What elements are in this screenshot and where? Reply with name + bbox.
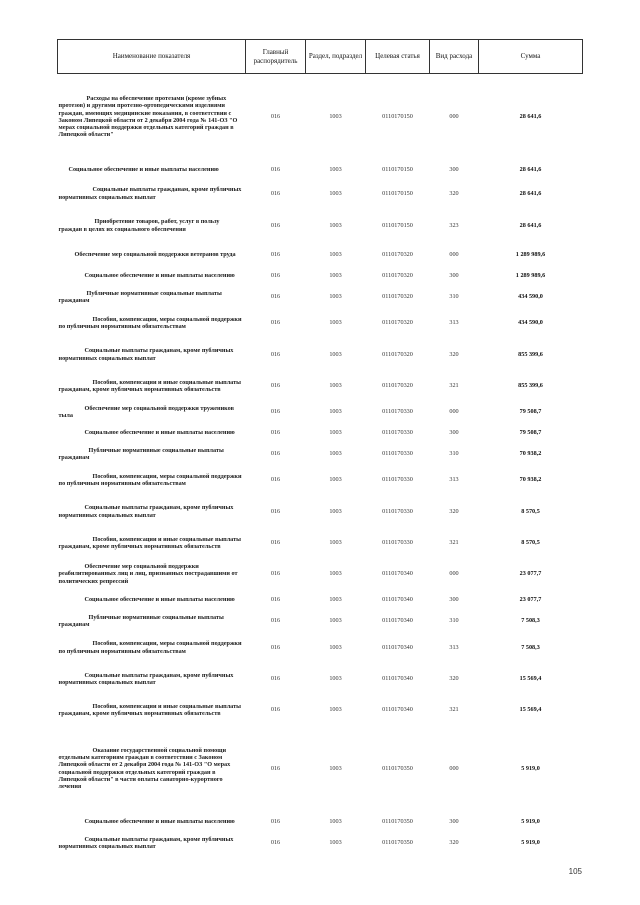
target-article-cell: 0110170340 <box>382 617 413 625</box>
section-cell: 1003 <box>329 429 342 437</box>
chief-manager-cell: 016 <box>270 643 281 651</box>
target-article-cell: 0110170320 <box>382 251 413 259</box>
expense-type-cell: 321 <box>449 382 459 390</box>
table-row <box>58 444 583 465</box>
target-article-cell: 0110170340 <box>382 706 413 714</box>
header-chief-manager: Главный распорядитель <box>246 40 306 74</box>
chief-manager-cell: 016 <box>270 764 281 772</box>
target-article-cell: 0110170150 <box>382 221 413 229</box>
amount-cell: 70 938,2 <box>519 450 542 458</box>
chief-manager-cell: 016 <box>270 251 281 259</box>
indicator-name-cell: Публичные нормативные социальные выплаты гражданам <box>58 613 224 628</box>
target-article-cell: 0110170320 <box>382 272 413 280</box>
section-cell: 1003 <box>329 350 342 358</box>
expense-type-cell: 320 <box>449 507 459 515</box>
expense-type-cell: 310 <box>449 293 459 301</box>
table-row <box>58 371 583 402</box>
chief-manager-cell: 016 <box>270 539 281 547</box>
expense-type-cell: 313 <box>449 476 459 484</box>
target-article-cell: 0110170340 <box>382 570 413 578</box>
amount-cell: 855 399,6 <box>518 382 543 390</box>
chief-manager-cell: 016 <box>270 189 281 197</box>
chief-manager-cell: 016 <box>270 675 281 683</box>
indicator-name-cell: Социальные выплаты гражданам, кроме публичных нормативных социальных выплат <box>58 835 234 850</box>
amount-cell: 28 641,6 <box>519 221 542 229</box>
indicator-name-cell: Публичные нормативные социальные выплаты гражданам <box>58 289 222 304</box>
section-cell: 1003 <box>329 570 342 578</box>
table-row <box>58 181 583 207</box>
amount-cell: 8 570,5 <box>521 539 540 547</box>
chief-manager-cell: 016 <box>270 706 281 714</box>
indicator-name-cell: Социальное обеспечение и иные выплаты населению <box>84 429 235 437</box>
indicator-name-cell: Обеспечение мер социальной поддержки ветеранов труда <box>74 251 236 259</box>
table-row <box>58 812 583 833</box>
table-row <box>58 74 583 160</box>
table-row <box>58 726 583 812</box>
section-cell: 1003 <box>329 319 342 327</box>
target-article-cell: 0110170330 <box>382 450 413 458</box>
table-row <box>58 664 583 695</box>
amount-cell: 28 641,6 <box>519 166 542 174</box>
target-article-cell: 0110170340 <box>382 596 413 604</box>
amount-cell: 5 919,0 <box>521 764 540 772</box>
indicator-name-cell: Обеспечение мер социальной поддержки реабилитированных лиц и лиц, признанных пострадавшими от политических репрессий <box>58 563 238 585</box>
expense-type-cell: 320 <box>449 839 459 847</box>
table-body <box>58 74 583 854</box>
chief-manager-cell: 016 <box>270 350 281 358</box>
indicator-name-cell: Социальные выплаты гражданам, кроме публичных нормативных социальных выплат <box>58 186 242 201</box>
section-cell: 1003 <box>329 596 342 604</box>
header-section: Раздел, подраздел <box>306 40 366 74</box>
chief-manager-cell: 016 <box>270 272 281 280</box>
table-row <box>58 528 583 559</box>
table-row <box>58 632 583 664</box>
indicator-name-cell: Социальные выплаты гражданам, кроме публичных нормативных социальных выплат <box>58 504 234 519</box>
chief-manager-cell: 016 <box>270 839 281 847</box>
table-header-row <box>58 40 583 74</box>
section-cell: 1003 <box>329 539 342 547</box>
expense-type-cell: 323 <box>449 221 459 229</box>
expense-type-cell: 313 <box>449 319 459 327</box>
expense-type-cell: 000 <box>449 570 459 578</box>
indicator-name-cell: Социальные выплаты гражданам, кроме публичных нормативных социальных выплат <box>58 347 234 362</box>
indicator-name-cell: Пособия, компенсации, меры социальной поддержки по публичным нормативным обязательствам <box>58 315 242 330</box>
section-cell: 1003 <box>329 450 342 458</box>
chief-manager-cell: 016 <box>270 450 281 458</box>
expense-type-cell: 321 <box>449 706 459 714</box>
table-row <box>58 423 583 444</box>
expense-type-cell: 000 <box>449 113 459 121</box>
header-amount: Сумма <box>479 40 583 74</box>
expense-type-cell: 310 <box>449 450 459 458</box>
amount-cell: 434 590,0 <box>518 293 543 301</box>
amount-cell: 15 569,4 <box>519 706 542 714</box>
table-row <box>58 160 583 181</box>
section-cell: 1003 <box>329 617 342 625</box>
amount-cell: 79 508,7 <box>519 408 542 416</box>
expense-type-cell: 300 <box>449 429 459 437</box>
amount-cell: 28 641,6 <box>519 189 542 197</box>
table-row <box>58 402 583 423</box>
chief-manager-cell: 016 <box>270 476 281 484</box>
target-article-cell: 0110170150 <box>382 113 413 121</box>
amount-cell: 7 508,3 <box>521 617 540 625</box>
expense-type-cell: 321 <box>449 539 459 547</box>
chief-manager-cell: 016 <box>270 166 281 174</box>
section-cell: 1003 <box>329 706 342 714</box>
expense-type-cell: 320 <box>449 675 459 683</box>
table-row <box>58 695 583 726</box>
section-cell: 1003 <box>329 675 342 683</box>
section-cell: 1003 <box>329 272 342 280</box>
target-article-cell: 0110170340 <box>382 675 413 683</box>
section-cell: 1003 <box>329 818 342 826</box>
amount-cell: 23 077,7 <box>519 570 542 578</box>
indicator-name-cell: Расходы на обеспечение протезами (кроме зубных протезов) и другими протезно-ортопедическими изделиями граждан, имеющих медицинские показания, в соответствии с Законом Липецкой области от 2 декабря 2004 года № 141-ОЗ "О мерах социальной поддержки отдельных категорий граждан в Липецкой области" <box>58 95 238 139</box>
target-article-cell: 0110170320 <box>382 382 413 390</box>
expense-type-cell: 313 <box>449 643 459 651</box>
section-cell: 1003 <box>329 189 342 197</box>
section-cell: 1003 <box>329 839 342 847</box>
chief-manager-cell: 016 <box>270 818 281 826</box>
chief-manager-cell: 016 <box>270 293 281 301</box>
target-article-cell: 0110170330 <box>382 408 413 416</box>
amount-cell: 434 590,0 <box>518 319 543 327</box>
target-article-cell: 0110170350 <box>382 818 413 826</box>
chief-manager-cell: 016 <box>270 319 281 327</box>
chief-manager-cell: 016 <box>270 221 281 229</box>
amount-cell: 15 569,4 <box>519 675 542 683</box>
amount-cell: 28 641,6 <box>519 113 542 121</box>
expense-type-cell: 320 <box>449 189 459 197</box>
chief-manager-cell: 016 <box>270 429 281 437</box>
target-article-cell: 0110170320 <box>382 293 413 301</box>
indicator-name-cell: Социальное обеспечение и иные выплаты населению <box>68 166 219 174</box>
table-row <box>58 496 583 528</box>
amount-cell: 1 289 989,6 <box>515 272 546 280</box>
expense-type-cell: 000 <box>449 764 459 772</box>
budget-table <box>57 39 583 854</box>
indicator-name-cell: Социальные выплаты гражданам, кроме публичных нормативных социальных выплат <box>58 671 234 686</box>
table-row <box>58 287 583 308</box>
chief-manager-cell: 016 <box>270 596 281 604</box>
section-cell: 1003 <box>329 221 342 229</box>
section-cell: 1003 <box>329 113 342 121</box>
header-expense-type: Вид расхода <box>430 40 479 74</box>
table-row <box>58 245 583 266</box>
expense-type-cell: 000 <box>449 408 459 416</box>
table-row <box>58 590 583 611</box>
indicator-name-cell: Социальное обеспечение и иные выплаты населению <box>84 818 235 826</box>
indicator-name-cell: Социальное обеспечение и иные выплаты населению <box>84 596 235 604</box>
target-article-cell: 0110170330 <box>382 476 413 484</box>
indicator-name-cell: Социальное обеспечение и иные выплаты населению <box>84 272 235 280</box>
target-article-cell: 0110170350 <box>382 839 413 847</box>
section-cell: 1003 <box>329 408 342 416</box>
section-cell: 1003 <box>329 166 342 174</box>
expense-type-cell: 300 <box>449 818 459 826</box>
expense-type-cell: 300 <box>449 596 459 604</box>
table-row <box>58 339 583 371</box>
target-article-cell: 0110170330 <box>382 429 413 437</box>
amount-cell: 70 938,2 <box>519 476 542 484</box>
target-article-cell: 0110170350 <box>382 764 413 772</box>
amount-cell: 79 508,7 <box>519 429 542 437</box>
expense-type-cell: 320 <box>449 350 459 358</box>
indicator-name-cell: Приобретение товаров, работ, услуг в пользу граждан в целях их социального обеспечения <box>58 218 220 233</box>
expense-type-cell: 300 <box>449 272 459 280</box>
expense-type-cell: 300 <box>449 166 459 174</box>
expense-type-cell: 310 <box>449 617 459 625</box>
table-row <box>58 611 583 632</box>
section-cell: 1003 <box>329 476 342 484</box>
table-row <box>58 266 583 287</box>
table-row <box>58 207 583 245</box>
indicator-name-cell: Пособия, компенсации и иные социальные выплаты гражданам, кроме публичных нормативных обязательств <box>58 702 241 717</box>
target-article-cell: 0110170150 <box>382 189 413 197</box>
target-article-cell: 0110170330 <box>382 539 413 547</box>
amount-cell: 1 289 989,6 <box>515 251 546 259</box>
amount-cell: 8 570,5 <box>521 507 540 515</box>
header-target-article: Целевая статья <box>366 40 430 74</box>
amount-cell: 7 508,3 <box>521 643 540 651</box>
header-indicator-name: Наименование показателя <box>58 40 246 74</box>
amount-cell: 5 919,0 <box>521 818 540 826</box>
table-row <box>58 559 583 590</box>
target-article-cell: 0110170320 <box>382 319 413 327</box>
expense-type-cell: 000 <box>449 251 459 259</box>
target-article-cell: 0110170330 <box>382 507 413 515</box>
section-cell: 1003 <box>329 251 342 259</box>
amount-cell: 5 919,0 <box>521 839 540 847</box>
indicator-name-cell: Пособия, компенсации, меры социальной поддержки по публичным нормативным обязательствам <box>58 472 242 487</box>
page-number: 105 <box>568 867 582 876</box>
chief-manager-cell: 016 <box>270 408 281 416</box>
chief-manager-cell: 016 <box>270 617 281 625</box>
section-cell: 1003 <box>329 643 342 651</box>
section-cell: 1003 <box>329 382 342 390</box>
chief-manager-cell: 016 <box>270 382 281 390</box>
table-header <box>58 40 583 74</box>
chief-manager-cell: 016 <box>270 113 281 121</box>
indicator-name-cell: Оказание государственной социальной помощи отдельным категориям граждан в соответствии с Законом Липецкой области от 2 декабря 2004 года № 141-ОЗ "О мерах социальной поддержки отдельных категорий граждан в Липецкой области" в части оплаты санаторно-курортного лечения <box>58 746 231 790</box>
target-article-cell: 0110170340 <box>382 643 413 651</box>
indicator-name-cell: Пособия, компенсации и иные социальные выплаты гражданам, кроме публичных нормативных обязательств <box>58 378 241 393</box>
target-article-cell: 0110170150 <box>382 166 413 174</box>
table-row <box>58 308 583 339</box>
chief-manager-cell: 016 <box>270 570 281 578</box>
amount-cell: 855 399,6 <box>518 350 543 358</box>
chief-manager-cell: 016 <box>270 507 281 515</box>
indicator-name-cell: Пособия, компенсации и иные социальные выплаты гражданам, кроме публичных нормативных обязательств <box>58 535 241 550</box>
indicator-name-cell: Публичные нормативные социальные выплаты гражданам <box>58 446 224 461</box>
section-cell: 1003 <box>329 507 342 515</box>
indicator-name-cell: Обеспечение мер социальной поддержки тружеников тыла <box>58 404 234 419</box>
table-row <box>58 833 583 854</box>
table-row <box>58 465 583 496</box>
section-cell: 1003 <box>329 764 342 772</box>
indicator-name-cell: Пособия, компенсации, меры социальной поддержки по публичным нормативным обязательствам <box>58 640 242 655</box>
amount-cell: 23 077,7 <box>519 596 542 604</box>
target-article-cell: 0110170320 <box>382 350 413 358</box>
section-cell: 1003 <box>329 293 342 301</box>
